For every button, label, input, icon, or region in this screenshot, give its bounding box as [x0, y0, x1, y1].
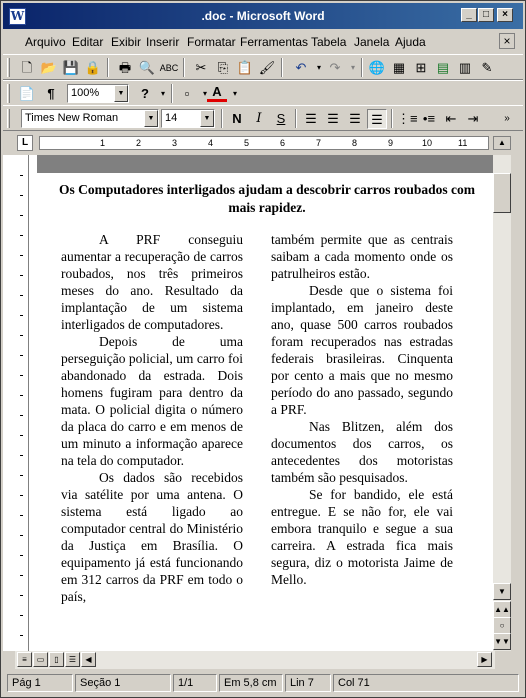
zoom-select[interactable] — [67, 84, 129, 103]
insert-table-icon[interactable]: ⊞ — [415, 60, 427, 75]
menu-inserir[interactable]: Inserir — [146, 35, 180, 49]
paragraph[interactable]: Depois de uma perseguição policial, um carro foi abandonado da estrada. Dois homens fugiram para dentro da mata. O policial digita o número da placa do carro e em menos de um minuto a informação aparece na tela do computador. — [61, 334, 243, 468]
toolbar-options-icon[interactable]: » — [504, 113, 510, 124]
ruler-number: 11 — [458, 138, 468, 148]
chevron-down-icon[interactable]: ▼ — [200, 110, 214, 127]
bulleted-list-icon[interactable]: •≡ — [422, 111, 436, 126]
save-icon[interactable]: 💾 — [62, 60, 80, 75]
help-dropdown-icon[interactable]: ▾ — [160, 89, 165, 98]
redo-icon[interactable]: ↷ — [329, 60, 341, 75]
redo-dropdown-icon[interactable]: ▾ — [350, 63, 355, 72]
menu-editar[interactable]: Editar — [72, 35, 104, 49]
font-color-dropdown-icon[interactable]: ▾ — [232, 89, 237, 98]
status-line: Lin 7 — [285, 674, 331, 692]
scroll-down-icon[interactable]: ▼ — [493, 583, 511, 600]
status-pages: 1/1 — [173, 674, 217, 692]
justify-icon[interactable]: ☰ — [367, 109, 387, 129]
print-layout-icon[interactable]: ▯ — [49, 652, 64, 667]
close-button[interactable]: × — [497, 8, 513, 22]
menu-ferramentas[interactable]: Ferramentas — [240, 35, 309, 49]
paragraph[interactable]: Se for bandido, ele está entregue. E se não for, ele vai embora tranquilo e segue a sua carreira. A estrada fica mais segura, diz o motorista Jaime de Mello. — [271, 487, 453, 587]
font-color-icon[interactable]: A — [207, 84, 227, 102]
align-center-icon[interactable]: ☰ — [327, 111, 339, 126]
numbered-list-icon[interactable]: ⋮≡ — [397, 111, 418, 126]
zoom-value: 100% — [71, 87, 100, 99]
normal-view-icon[interactable]: ≡ — [17, 652, 32, 667]
web-layout-icon[interactable]: ▭ — [33, 652, 48, 667]
tables-borders-icon[interactable]: ▦ — [392, 60, 406, 75]
document-map-icon[interactable]: 📄 — [18, 86, 36, 101]
select-browse-object-icon[interactable]: ○ — [493, 617, 511, 634]
window-title: .doc - Microsoft Word — [201, 9, 325, 23]
status-section: Seção 1 — [75, 674, 171, 692]
toolbar-grip[interactable] — [7, 58, 10, 77]
font-name-value: Times New Roman — [25, 112, 119, 124]
paragraph[interactable]: Desde que o sistema foi implantado, em janeiro deste ano, quase 500 carros roubados foram recuperados nas estradas federais brasileiras. Cinquenta por cento a mais que no mesmo período do ano passado, segundo a PRF. — [271, 283, 453, 417]
ruler-number: 7 — [316, 138, 322, 148]
copy-icon[interactable]: ⎘ — [217, 60, 229, 75]
secondary-toolbar — [3, 80, 523, 106]
ruler-number: 4 — [208, 138, 214, 148]
next-page-icon[interactable]: ▼▼ — [493, 633, 511, 650]
ruler-number: 1 — [100, 138, 106, 148]
font-size-value: 14 — [165, 112, 178, 124]
horizontal-ruler[interactable] — [39, 136, 489, 150]
menu-formatar[interactable]: Formatar — [187, 35, 236, 49]
ruler-row — [3, 132, 523, 154]
page-margin-shade — [37, 155, 493, 173]
ruler-number: 8 — [352, 138, 358, 148]
paste-icon[interactable]: 📋 — [236, 60, 254, 75]
underline-button[interactable]: S — [276, 111, 286, 126]
title-bar — [3, 3, 523, 29]
ruler-number: 2 — [136, 138, 142, 148]
standard-toolbar — [3, 54, 523, 80]
hyperlink-icon[interactable]: 🌐 — [368, 60, 386, 75]
paragraph[interactable]: Nas Blitzen, além dos documentos dos carros, os antecedentes dos motoristas também são pesquisados. — [271, 419, 453, 485]
document-page[interactable] — [37, 173, 493, 651]
decrease-indent-icon[interactable]: ⇤ — [445, 111, 457, 126]
new-document-icon[interactable]: 🗋 — [21, 60, 33, 75]
maximize-button[interactable]: □ — [478, 8, 494, 22]
status-position: Em 5,8 cm — [219, 674, 283, 692]
ruler-number: 5 — [244, 138, 250, 148]
status-bar — [3, 671, 523, 695]
print-icon[interactable]: 🖶 — [118, 60, 132, 75]
open-folder-icon[interactable]: 📂 — [40, 60, 58, 75]
menu-janela[interactable]: Janela — [354, 35, 390, 49]
document-area[interactable] — [3, 155, 493, 651]
horizontal-scrollbar[interactable] — [15, 651, 495, 669]
menu-arquivo[interactable]: Arquivo — [25, 35, 66, 49]
menu-ajuda[interactable]: Ajuda — [395, 35, 426, 49]
outline-view-icon[interactable]: ☰ — [65, 652, 80, 667]
ruler-number: 6 — [280, 138, 286, 148]
help-icon[interactable]: ? — [141, 86, 149, 101]
permission-icon[interactable]: 🔒 — [84, 60, 102, 75]
formatting-toolbar — [3, 105, 523, 131]
menu-exibir[interactable]: Exibir — [111, 35, 142, 49]
previous-page-icon[interactable]: ▲▲ — [493, 601, 511, 618]
show-hide-paragraph-icon[interactable]: ¶ — [47, 86, 55, 101]
paragraph[interactable]: também permite que as centrais saibam a cada momento onde os patrulheiros estão. — [271, 232, 453, 281]
print-preview-icon[interactable]: 🔍 — [138, 60, 156, 75]
insert-excel-icon[interactable]: ▤ — [436, 60, 450, 75]
format-painter-icon[interactable]: 🖌 — [258, 60, 276, 75]
align-right-icon[interactable]: ☰ — [349, 111, 361, 126]
borders-dropdown-icon[interactable]: ▾ — [202, 89, 207, 98]
word-app-icon[interactable]: W — [10, 9, 25, 23]
spelling-icon[interactable]: ABC — [159, 63, 179, 73]
undo-icon[interactable]: ↶ — [295, 60, 307, 75]
scroll-left-icon[interactable]: ◀ — [81, 652, 96, 667]
minimize-button[interactable]: _ — [461, 8, 477, 22]
status-column: Col 71 — [333, 674, 519, 692]
scroll-up-icon[interactable]: ▲ — [493, 136, 511, 150]
font-size-select[interactable] — [161, 109, 215, 128]
ruler-number: 10 — [422, 138, 433, 148]
vertical-scrollbar[interactable] — [493, 155, 511, 651]
toolbar-grip[interactable] — [7, 84, 10, 103]
vertical-ruler[interactable] — [15, 155, 29, 651]
columns-icon[interactable]: ▥ — [458, 60, 472, 75]
menu-tabela[interactable]: Tabela — [311, 35, 347, 49]
menu-bar — [3, 31, 523, 53]
scroll-right-icon[interactable]: ▶ — [477, 652, 492, 667]
align-left-icon[interactable]: ☰ — [305, 111, 317, 126]
close-document-button[interactable]: × — [499, 33, 515, 49]
text-column-2[interactable] — [271, 231, 453, 588]
paragraph[interactable]: Os dados são recebidos via satélite por uma antena. O sistema está ligado ao computador central do Ministério da Justiça em Brasília. O equipamento já está funcionando em 312 carros da PRF em todo o país, — [61, 470, 243, 604]
drawing-icon[interactable]: ✎ — [481, 60, 493, 75]
scroll-thumb[interactable] — [493, 173, 511, 213]
status-page: Pág 1 — [7, 674, 73, 692]
document-title[interactable]: Os Computadores interligados ajudam a descobrir carros roubados com mais rapidez. — [58, 182, 475, 215]
font-name-select[interactable] — [21, 109, 159, 128]
toolbar-grip[interactable] — [7, 109, 10, 128]
paragraph[interactable]: A PRF conseguiu aumentar a recuperação de carros roubados, nos três primeiros meses do ano. Resultado da implantação de um sistema interligados de computadores. — [61, 232, 243, 332]
undo-dropdown-icon[interactable]: ▾ — [316, 63, 321, 72]
ruler-number: 3 — [172, 138, 178, 148]
ruler-number: 9 — [388, 138, 394, 148]
italic-button[interactable]: I — [256, 111, 262, 126]
chevron-down-icon[interactable]: ▼ — [114, 85, 128, 102]
borders-icon[interactable]: ▫ — [184, 86, 190, 101]
tab-selector[interactable]: L — [17, 135, 33, 151]
bold-button[interactable]: N — [232, 111, 242, 126]
cut-icon[interactable]: ✂ — [195, 60, 207, 75]
chevron-down-icon[interactable]: ▼ — [144, 110, 158, 127]
increase-indent-icon[interactable]: ⇥ — [467, 111, 479, 126]
text-column-1[interactable] — [61, 231, 243, 605]
